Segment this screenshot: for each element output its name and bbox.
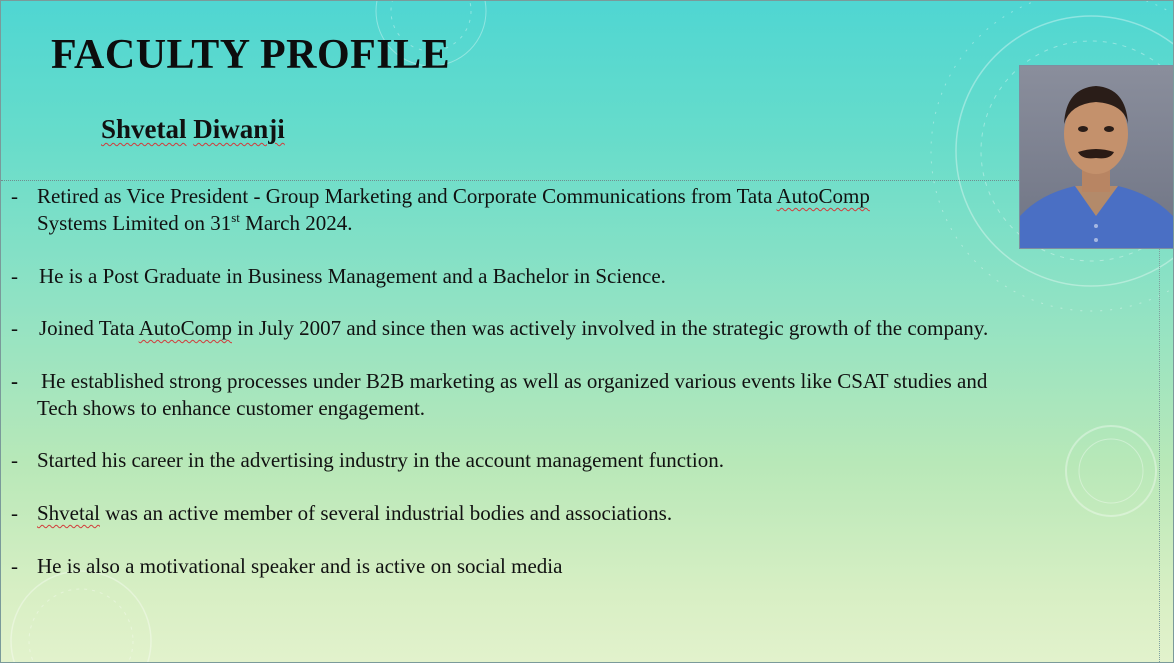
bullet-text: Started his career in the advertising industry in the account management function. <box>37 448 724 472</box>
bullet-text: Tech shows to enhance customer engagement. <box>37 396 426 420</box>
bullet-text: Systems Limited on 31 <box>37 211 232 235</box>
bullet-dash: - <box>11 184 18 208</box>
bullet-text-flagged: Shvetal <box>37 501 100 525</box>
bullet-list <box>1 1 1174 663</box>
bullet-text: March 2024. <box>239 211 353 235</box>
bullet-dash: - <box>11 501 18 525</box>
bullet-dash: - <box>11 316 18 340</box>
bullet-text: He established strong processes under B2B marketing as well as organized various events like CSAT studies and <box>41 369 988 393</box>
bullet-dash: - <box>11 554 18 578</box>
slide-title: FACULTY PROFILE <box>51 32 451 78</box>
bullet-dash: - <box>11 264 18 288</box>
name-first: Shvetal <box>101 114 187 144</box>
bullet-dash: - <box>11 448 18 472</box>
bullet-text: He is a Post Graduate in Business Management and a Bachelor in Science. <box>39 264 666 288</box>
name-last: Diwanji <box>193 114 285 144</box>
bullet-text-flagged: AutoComp <box>138 316 232 340</box>
bullet-text-flagged: AutoComp <box>776 184 870 208</box>
bullet-text: Retired as Vice President - Group Marketing and Corporate Communications from Tata <box>37 184 777 208</box>
bullet-superscript: st <box>231 210 240 225</box>
bullet-dash: - <box>11 369 18 393</box>
bullet-text: in July 2007 and since then was actively involved in the strategic growth of the company. <box>231 316 989 340</box>
bullet-text: He is also a motivational speaker and is active on social media <box>37 554 563 578</box>
bullet-text: was an active member of several industrial bodies and associations. <box>100 501 673 525</box>
bullet-text: Joined Tata <box>39 316 139 340</box>
